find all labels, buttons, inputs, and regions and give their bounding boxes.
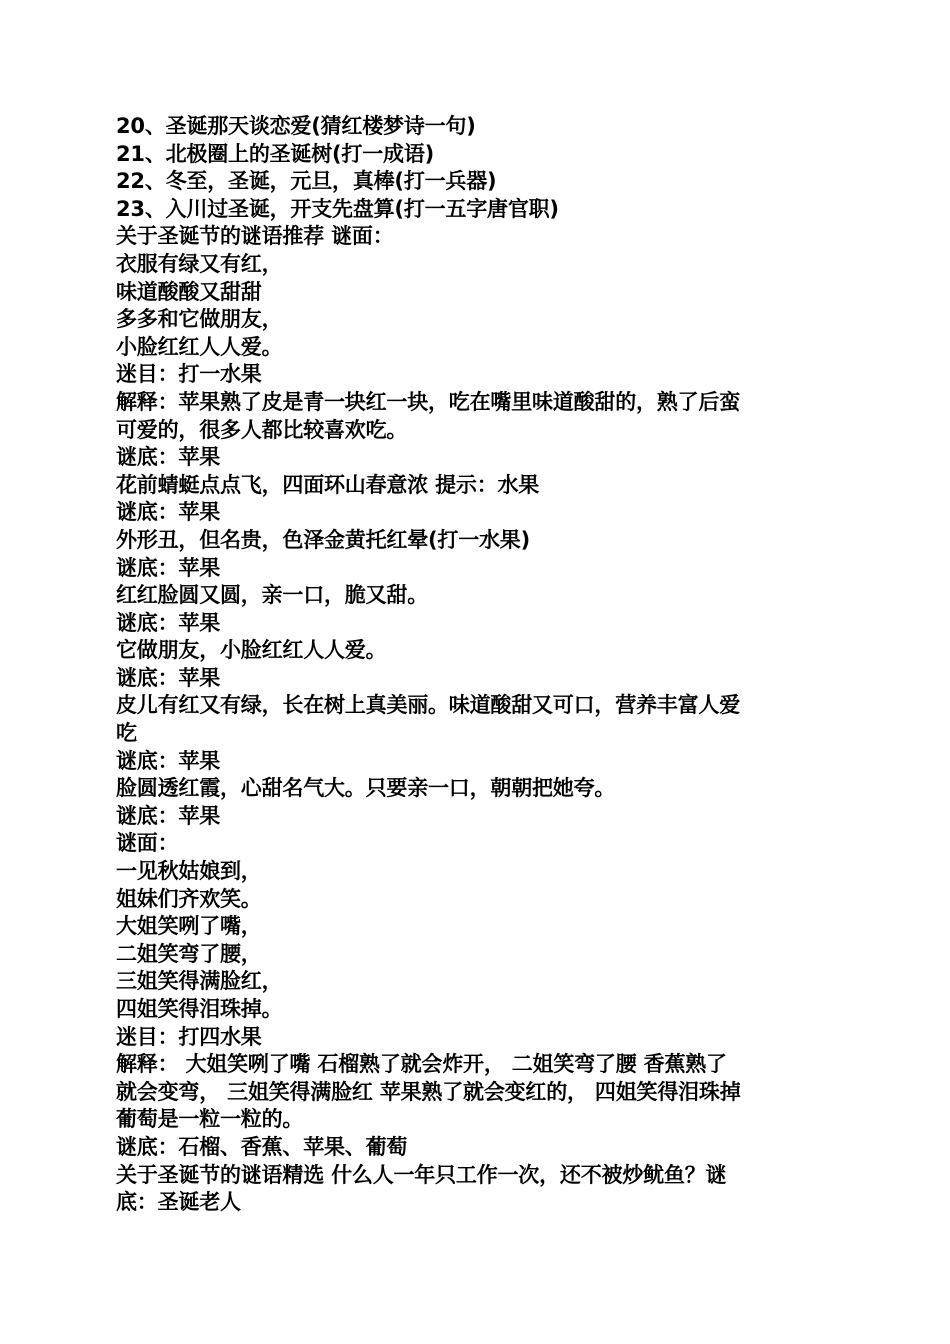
text-line: 小脸红红人人爱。 (116, 334, 283, 359)
text-line: 衣服有绿又有红， (116, 251, 283, 276)
text-line: 多多和它做朋友， (116, 307, 283, 332)
text-line: 23、入川过圣诞，开支先盘算(打一五字唐官职) (116, 196, 559, 221)
text-line: 皮儿有红又有绿，长在树上真美丽。味道酸甜又可口，营养丰富人爱 (116, 693, 740, 718)
answer-line: 谜底：苹果 (116, 445, 220, 470)
document-body (116, 113, 846, 1217)
answer-line: 谜底：苹果 (116, 555, 220, 580)
text-line: 22、冬至，圣诞，元旦，真棒(打一兵器) (116, 169, 497, 194)
text-line: 底：圣诞老人 (116, 1190, 241, 1215)
text-line: 脸圆透红霞，心甜名气大。只要亲一口，朝朝把她夸。 (116, 776, 616, 801)
answer-line: 谜底：苹果 (116, 665, 220, 690)
section-heading: 关于圣诞节的谜语推荐 谜面： (116, 224, 394, 249)
text-line: 红红脸圆又圆，亲一口，脆又甜。 (116, 583, 428, 608)
answer-line: 谜底：苹果 (116, 748, 220, 773)
answer-line: 谜底：苹果 (116, 500, 220, 525)
text-line: 解释： 大姐笑咧了嘴 石榴熟了就会炸开， 二姐笑弯了腰 香蕉熟了 (116, 1052, 727, 1077)
text-line: 四姐笑得泪珠掉。 (116, 997, 283, 1021)
answer-line: 谜底：苹果 (116, 610, 220, 635)
text-line: 迷目：打一水果 (116, 362, 262, 387)
text-line: 21、北极圈上的圣诞树(打一成语) (116, 141, 435, 166)
section-heading: 关于圣诞节的谜语精选 什么人一年只工作一次，还不被炒鱿鱼？谜 (116, 1162, 727, 1187)
text-line: 葡萄是一粒一粒的。 (116, 1107, 304, 1132)
text-line: 可爱的，很多人都比较喜欢吃。 (116, 417, 408, 442)
text-line: 迷目：打四水果 (116, 1024, 262, 1049)
text-line: 二姐笑弯了腰， (116, 941, 262, 966)
text-line: 它做朋友，小脸红红人人爱。 (116, 638, 387, 663)
text-line: 20、圣诞那天谈恋爱(猜红楼梦诗一句) (116, 114, 476, 138)
text-line: 谜面： (116, 831, 179, 856)
answer-line: 谜底：石榴、香蕉、苹果、葡萄 (116, 1134, 408, 1159)
text-line: 三姐笑得满脸红， (116, 969, 283, 994)
text-line: 姐妹们齐欢笑。 (116, 886, 262, 911)
text-line: 就会变弯， 三姐笑得满脸红 苹果熟了就会变红的， 四姐笑得泪珠掉 (116, 1079, 741, 1104)
text-line: 解释：苹果熟了皮是青一块红一块，吃在嘴里味道酸甜的，熟了后蛮 (116, 389, 740, 414)
text-line: 外形丑，但名贵，色泽金黄托红晕(打一水果) (116, 527, 530, 552)
text-line: 味道酸酸又甜甜 (116, 279, 262, 304)
text-line: 花前蜻蜓点点飞，四面环山春意浓 提示：水果 (116, 472, 540, 497)
answer-line: 谜底：苹果 (116, 803, 220, 828)
text-line: 大姐笑咧了嘴， (116, 914, 262, 939)
text-line: 一见秋姑娘到， (116, 859, 262, 884)
text-line: 吃 (116, 721, 137, 746)
